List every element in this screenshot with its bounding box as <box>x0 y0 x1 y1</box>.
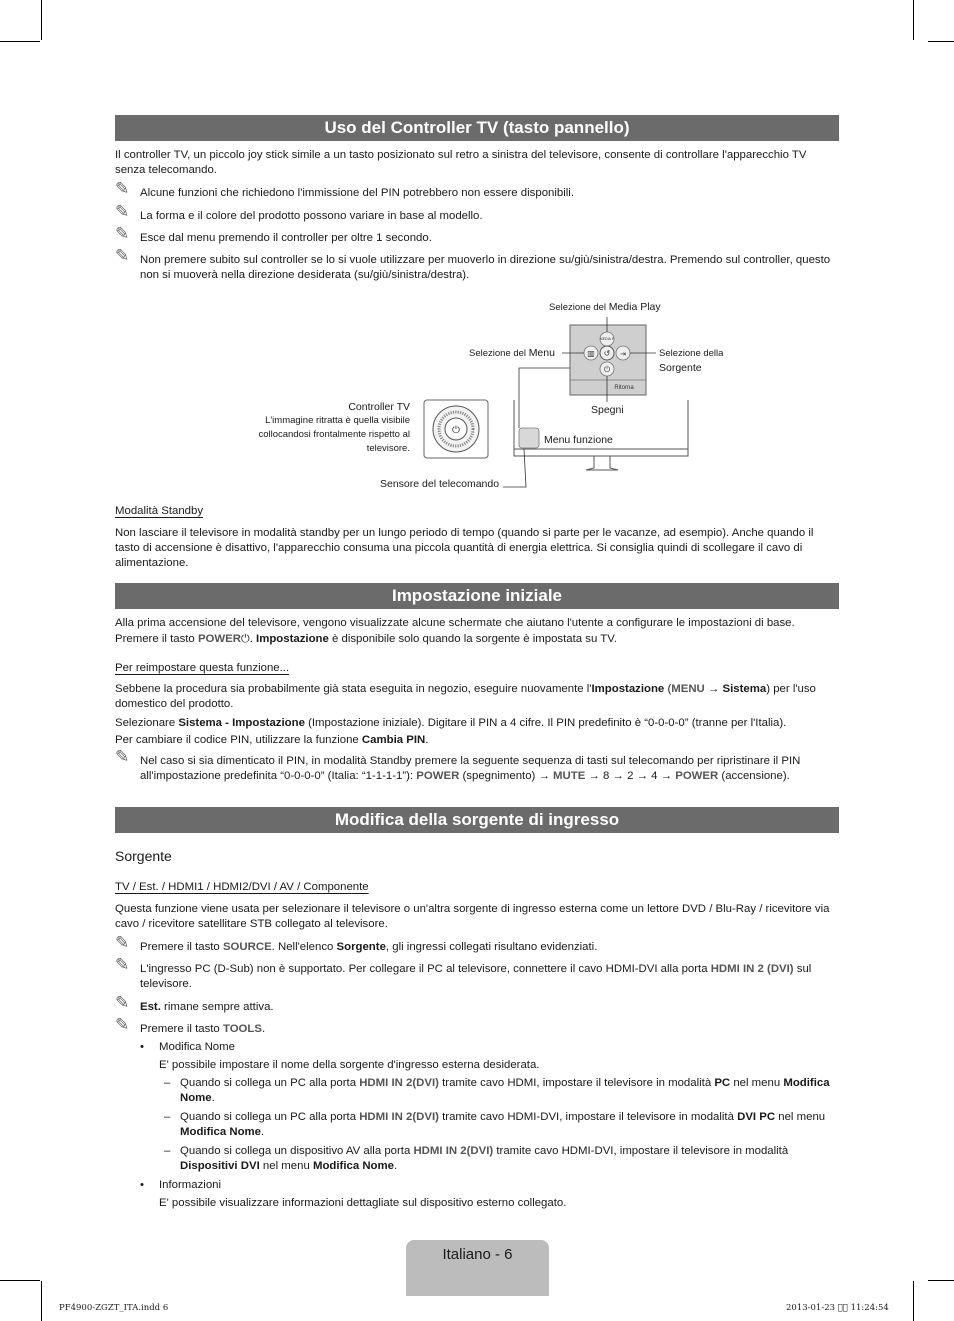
note: ✎ Premere il tasto TOOLS. <box>115 1015 266 1035</box>
section-header-setup: Impostazione iniziale <box>115 583 839 609</box>
dash-item: – Quando si collega un dispositivo AV alla porta HDMI IN 2(DVI) tramite cavo HDMI-DVI, impostare il televisore in modalità Dispositivi DVI nel menu Modifica Nome. <box>164 1145 789 1172</box>
crop-mark <box>0 41 40 42</box>
return-icon: ↺ <box>603 349 611 358</box>
note: ✎ L'ingresso PC (D-Sub) non è supportato. Per collegare il PC al televisore, connettere il cavo HDMI-DVI alla porta HDMI IN 2 (DVI) sul televisore. <box>115 955 812 990</box>
note-text: Esce dal menu premendo il controller per oltre 1 secondo. <box>140 232 432 244</box>
standby-text: Non lasciare il televisore in modalità standby per un lungo periodo di tempo (quando si parte per le vacanze, ad esempio). Anche quando il tasto di accensione è disattivo, l'apparecchio consuma una piccola quantità di energia elettrica. Si consiglia quindi di scollegare il cavo di alimentazione. <box>115 527 814 569</box>
page-number-tab: Italiano - 6 <box>406 1240 549 1296</box>
source-list-title: TV / Est. / HDMI1 / HDMI2/DVI / AV / Componente <box>115 881 369 893</box>
controller-leader-line <box>519 368 570 428</box>
pencil-note-icon: ✎ <box>115 224 130 243</box>
pencil-note-icon: ✎ <box>115 933 130 952</box>
standby-title: Modalità Standby <box>115 505 204 517</box>
crop-mark <box>928 41 954 42</box>
note <box>115 246 839 283</box>
file-info: PF4900-ZGZT_ITA.indd 6 <box>59 1303 169 1313</box>
joystick-power-icon: ⏻ <box>452 425 460 436</box>
menu-icon: ▥ <box>587 349 595 358</box>
source-icon: ⇥ <box>620 350 626 358</box>
note <box>115 224 839 246</box>
reset-para-1: Sebbene la procedura sia probabilmente già stata eseguita in negozio, eseguire nuovamente l'Impostazione (MENU → Sistema) per l'uso domestico del prodotto. <box>115 683 816 710</box>
bullet-icon: • <box>140 1041 144 1053</box>
crop-mark <box>0 1280 40 1281</box>
note-text: Alcune funzioni che richiedono l'immissione del PIN potrebbero non essere disponibili. <box>140 187 574 199</box>
pencil-note-icon: ✎ <box>115 246 130 265</box>
label-media-play: Selezione del Media Play <box>549 301 661 313</box>
note: ✎ Premere il tasto SOURCE. Nell'elenco Sorgente, gli ingressi collegati risultano evidenziati. <box>115 933 598 953</box>
controller-button <box>519 428 539 448</box>
label-remote-sensor: Sensore del telecomando <box>380 478 500 490</box>
controller-diagram <box>0 290 954 500</box>
bullet-informazioni: • Informazioni <box>140 1179 222 1191</box>
power-icon: ⏻ <box>603 365 611 374</box>
source-intro: Questa funzione viene usata per selezionare il televisore o un'altra sorgente di ingresso esterna come un lettore DVD / Blu-Ray / ricevitore via cavo / ricevitore satellitare STB collegato al televisore. <box>115 903 830 930</box>
label-controller: Controller TV L'immagine ritratta è quella visibile collocandosi frontalmente rispetto al televisore. <box>258 401 410 454</box>
pencil-note-icon: ✎ <box>115 747 130 766</box>
section-header-source: Modifica della sorgente di ingresso <box>115 807 839 833</box>
dash-icon: – <box>164 1145 171 1157</box>
dash-icon: – <box>164 1077 171 1089</box>
reset-title: Per reimpostare questa funzione... <box>115 662 290 674</box>
crop-mark <box>41 1281 42 1321</box>
crop-mark <box>913 1281 914 1321</box>
label-menu-function: Menu funzione <box>544 434 613 446</box>
power-icon: ⏻ <box>240 632 250 645</box>
informazioni-text: E' possibile visualizzare informazioni dettagliate sul dispositivo esterno collegato. <box>159 1197 567 1209</box>
pencil-note-icon: ✎ <box>115 955 130 974</box>
note <box>115 202 839 224</box>
note: ✎ Est. rimane sempre attiva. <box>115 993 274 1013</box>
bullet-icon: • <box>140 1179 144 1191</box>
modifica-nome-text: E' possibile impostare il nome della sorgente d'ingresso esterna desiderata. <box>159 1059 540 1071</box>
pencil-note-icon: ✎ <box>115 1015 130 1034</box>
pencil-note-icon: ✎ <box>115 993 130 1012</box>
source-heading: Sorgente <box>115 848 172 864</box>
pencil-note-icon: ✎ <box>115 202 130 221</box>
date-info: 2013-01-23 ￿￿ 11:24:54 <box>786 1303 889 1313</box>
label-menu: Selezione del Menu <box>469 347 555 359</box>
crop-mark <box>41 0 42 40</box>
dash-item: – Quando si collega un PC alla porta HDMI IN 2(DVI) tramite cavo HDMI, impostare il televisore in modalità PC nel menu Modifica Nome. <box>164 1077 830 1104</box>
note: ✎ Nel caso si sia dimenticato il PIN, in modalità Standby premere la seguente sequenza di tasti sul telecomando per ripristinare il PIN all'impostazione predefinita “0-0-0-0” (Italia: “1-1-1-1”): POWER (spegnimento) → MUTE → 8 → 2 → 4 → POWER (accensione). <box>115 747 801 782</box>
note <box>115 179 839 201</box>
return-label: Ritorna <box>614 385 634 391</box>
reset-para-2: Selezionare Sistema - Impostazione (Impostazione iniziale). Digitare il PIN a 4 cifre. Il PIN predefinito è “0-0-0-0” (tranne per l'Italia). <box>115 717 787 729</box>
tv-stand <box>586 456 618 470</box>
dash-icon: – <box>164 1111 171 1123</box>
label-source: Selezione della Sorgente <box>659 348 724 374</box>
crop-mark <box>913 0 914 40</box>
controller-intro: Il controller TV, un piccolo joy stick simile a un tasto posizionato sul retro a sinistra del televisore, consente di controllare l'apparecchio TV senza telecomando. <box>115 149 807 176</box>
note-text: Non premere subito sul controller se lo si vuole utilizzare per muoverlo in direzione su/giù/sinistra/destra. Premendo sul controller, questo non si muoverà nella direzione desiderata (su/giù/sinistra/destra). <box>140 254 831 281</box>
section-header-controller: Uso del Controller TV (tasto pannello) <box>115 115 839 141</box>
dash-item: – Quando si collega un PC alla porta HDMI IN 2(DVI) tramite cavo HDMI-DVI, impostare il televisore in modalità DVI PC nel menu Modifica Nome. <box>164 1111 826 1138</box>
note-text: La forma e il colore del prodotto possono variare in base al modello. <box>140 210 483 222</box>
pencil-note-icon: ✎ <box>115 179 130 198</box>
label-power-off: Spegni <box>591 404 624 416</box>
media-play-button-text: MEDIA.P <box>599 337 615 341</box>
reset-para-3: Per cambiare il codice PIN, utilizzare la funzione Cambia PIN. <box>115 734 429 746</box>
crop-mark <box>928 1280 954 1281</box>
setup-intro: Alla prima accensione del televisore, vengono visualizzate alcune schermate che aiutano l'utente a configurare le impostazioni di base. Premere il tasto POWER⏻. Impostazione è disponibile solo quando la sorgente è impostata su TV. <box>115 617 795 645</box>
bullet-modifica-nome: • Modifica Nome <box>140 1041 235 1053</box>
